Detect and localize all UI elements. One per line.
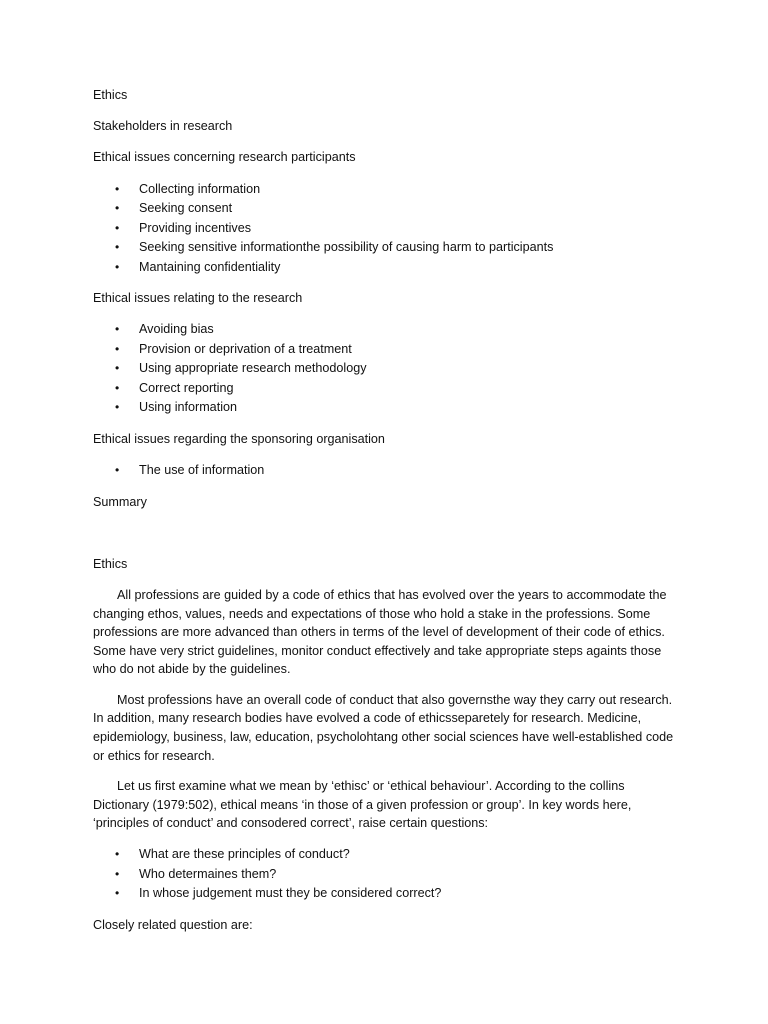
bullet-icon: •	[115, 866, 120, 881]
bullet-icon: •	[115, 380, 120, 395]
list-item	[93, 258, 683, 278]
list-item	[93, 199, 683, 219]
list-item-text: Mantaining confidentiality	[139, 259, 281, 274]
section-spacer	[93, 524, 683, 555]
questions-list	[93, 845, 683, 904]
list-item-text: What are these principles of conduct?	[139, 847, 350, 862]
list-item-text: Seeking consent	[139, 201, 233, 216]
research-heading: Ethical issues relating to the research	[93, 291, 303, 306]
body-title: Ethics	[93, 556, 128, 571]
outline-title: Ethics	[93, 88, 128, 102]
bullet-icon: •	[115, 847, 120, 862]
sponsor-list	[93, 461, 683, 481]
closing-line: Closely related question are:	[93, 917, 253, 932]
bullet-icon: •	[115, 240, 120, 255]
list-item	[93, 219, 683, 239]
bullet-icon: •	[115, 361, 120, 376]
document-content	[93, 86, 683, 947]
list-item	[93, 238, 683, 258]
paragraph: All professions are guided by a code of ethics that has evolved over the years to accommodate the changing ethos, values, needs and expectations of those who hold a stake in the professions. Some professions are more advanced than others in terms of the level of development of their code of ethics. Some have very strict guidelines, monitor conduct effectively and take appropriate steps againts those who do not abide by the guidelines.	[93, 587, 667, 677]
list-item	[93, 884, 683, 904]
list-item-text: Who determaines them?	[139, 866, 277, 881]
bullet-icon: •	[115, 463, 120, 478]
list-item	[93, 398, 683, 418]
list-item	[93, 180, 683, 200]
list-item-text: The use of information	[139, 463, 265, 478]
research-list	[93, 320, 683, 418]
stakeholders-heading: Stakeholders in research	[93, 119, 233, 134]
list-item-text: Seeking sensitive informationthe possibility of causing harm to participants	[139, 240, 554, 255]
participants-heading: Ethical issues concerning research participants	[93, 150, 356, 165]
list-item-text: Providing incentives	[139, 220, 252, 235]
list-item-text: Using appropriate research methodology	[139, 361, 367, 376]
list-item	[93, 359, 683, 379]
paragraph: Most professions have an overall code of conduct that also governsthe way they carry out research. In addition, many research bodies have evolved a code of ethicsseparetely for research. Medicine, epidemiology, business, law, education, psycholohtang other social sciences have well-established code or ethics for research.	[93, 692, 674, 763]
bullet-icon: •	[115, 400, 120, 415]
bullet-icon: •	[115, 341, 120, 356]
list-item	[93, 461, 683, 481]
list-item	[93, 320, 683, 340]
participants-list	[93, 180, 683, 278]
list-item	[93, 865, 683, 885]
bullet-icon: •	[115, 181, 120, 196]
list-item-text: In whose judgement must they be considered correct?	[139, 886, 442, 901]
list-item	[93, 340, 683, 360]
bullet-icon: •	[115, 259, 120, 274]
bullet-icon: •	[115, 322, 120, 337]
list-item-text: Collecting information	[139, 181, 261, 196]
bullet-icon: •	[115, 201, 120, 216]
paragraph: Let us first examine what we mean by ‘ethisc’ or ‘ethical behaviour’. According to the collins Dictionary (1979:502), ethical means ‘in those of a given profession or group’. In key words here, ‘principles of conduct’ and consodered correct’, raise certain questions:	[93, 779, 632, 831]
list-item	[93, 379, 683, 399]
list-item	[93, 845, 683, 865]
bullet-icon: •	[115, 220, 120, 235]
bullet-icon: •	[115, 886, 120, 901]
summary-heading: Summary	[93, 494, 147, 509]
list-item-text: Using information	[139, 400, 237, 415]
list-item-text: Correct reporting	[139, 380, 234, 395]
list-item-text: Provision or deprivation of a treatment	[139, 341, 352, 356]
sponsor-heading: Ethical issues regarding the sponsoring organisation	[93, 431, 385, 446]
list-item-text: Avoiding bias	[139, 322, 214, 337]
